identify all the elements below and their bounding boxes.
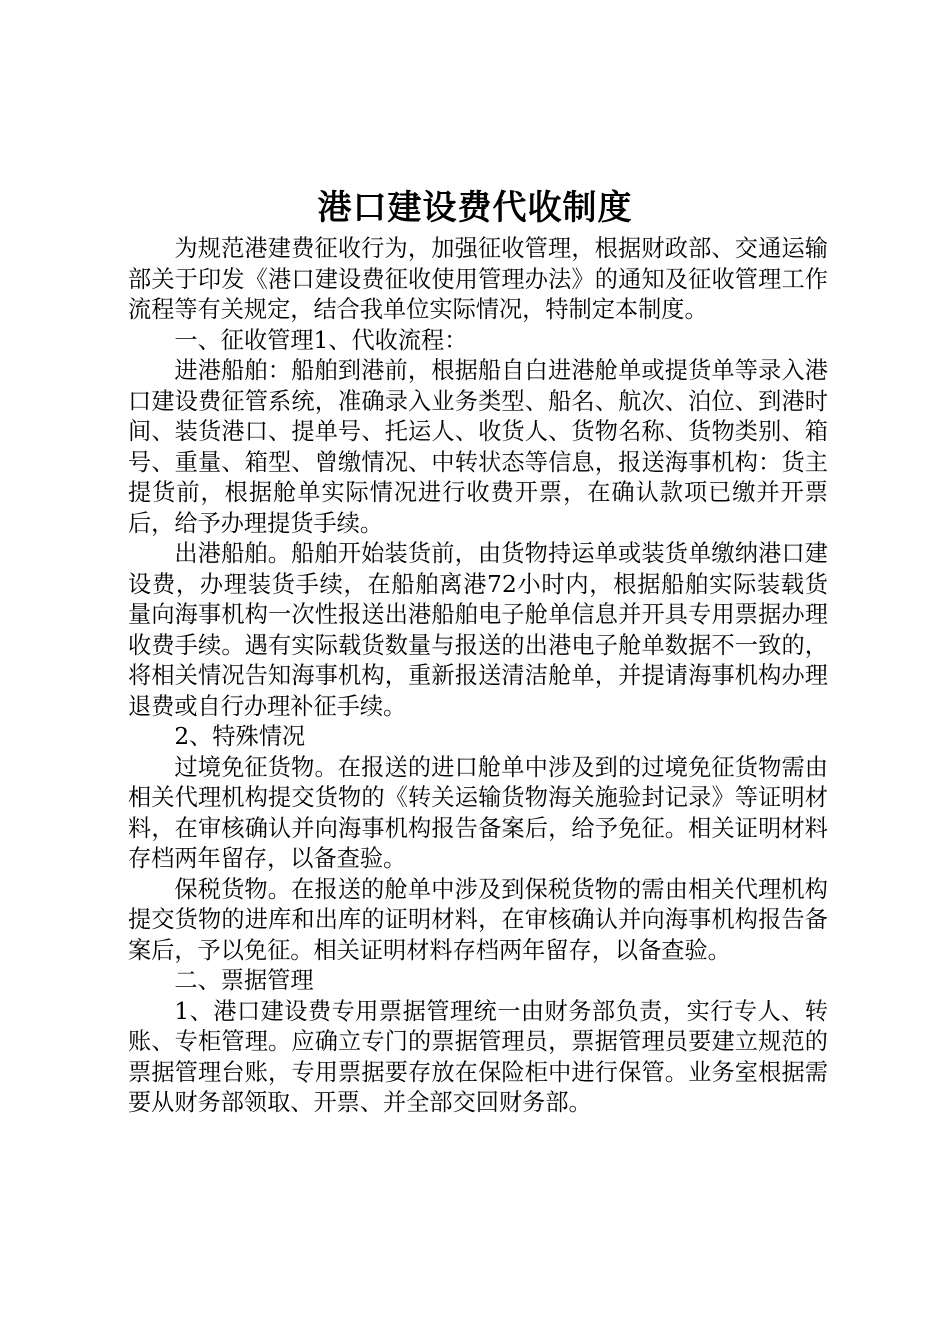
document-title: 港口建设费代收制度 [317, 188, 633, 228]
paragraph-receipt-management: 1、港口建设费专用票据管理统一由财务部负责，实行专人、转账、专柜管理。应确立专门的票据管理员，票据管理员要建立规范的票据管理台账，专用票据要存放在保险柜中进行保管。业务室根据需要从财务部领取、开票、并全部交回财务部。 [128, 997, 828, 1116]
subheading-special-cases: 2、特殊情况 [174, 723, 306, 750]
document-body [128, 234, 828, 1119]
paragraph-intro: 为规范港建费征收行为，加强征收管理，根据财政部、交通运输部关于印发《港口建设费征收使用管理办法》的通知及征收管理工作流程等有关规定，结合我单位实际情况，特制定本制度。 [128, 235, 828, 323]
section-heading-receipts: 二、票据管理 [174, 967, 314, 994]
section-heading-collection: 一、征收管理1、代收流程： [174, 326, 468, 354]
paragraph-inbound-vessels: 进港船舶：船舶到港前，根据船自白进港舱单或提货单等录入港口建设费征管系统，准确录入业务类型、船名、航次、泊位、到港时间、装货港口、提单号、托运人、收货人、货物名称、货物类别、箱号、重量、箱型、曾缴情况、中转状态等信息，报送海事机构：货主提货前，根据舱单实际情况进行收费开票，在确认款项已缴并开票后，给予办理提货手续。 [128, 357, 828, 537]
paragraph-bonded-goods: 保税货物。在报送的舱单中涉及到保税货物的需由相关代理机构提交货物的进库和出库的证明材料，在审核确认并向海事机构报告备案后，予以免征。相关证明材料存档两年留存，以备查验。 [128, 875, 828, 964]
paragraph-transit-exempt: 过境免征货物。在报送的进口舱单中涉及到的过境免征货物需由相关代理机构提交货物的《转关运输货物海关施验封记录》等证明材料，在审核确认并向海事机构报告备案后，给予免征。相关证明材料存档两年留存，以备查验。 [128, 753, 828, 872]
paragraph-outbound-vessels: 出港船舶。船舶开始装货前，由货物持运单或装货单缴纳港口建设费，办理装货手续，在船舶离港72小时内，根据船舶实际装载货量向海事机构一次性报送出港船舶电子舱单信息并开具专用票据办理收费手续。遇有实际载货数量与报送的出港电子舱单数据不一致的，将相关情况告知海事机构，重新报送清洁舱单，并提请海事机构办理退费或自行办理补征手续。 [128, 540, 828, 720]
